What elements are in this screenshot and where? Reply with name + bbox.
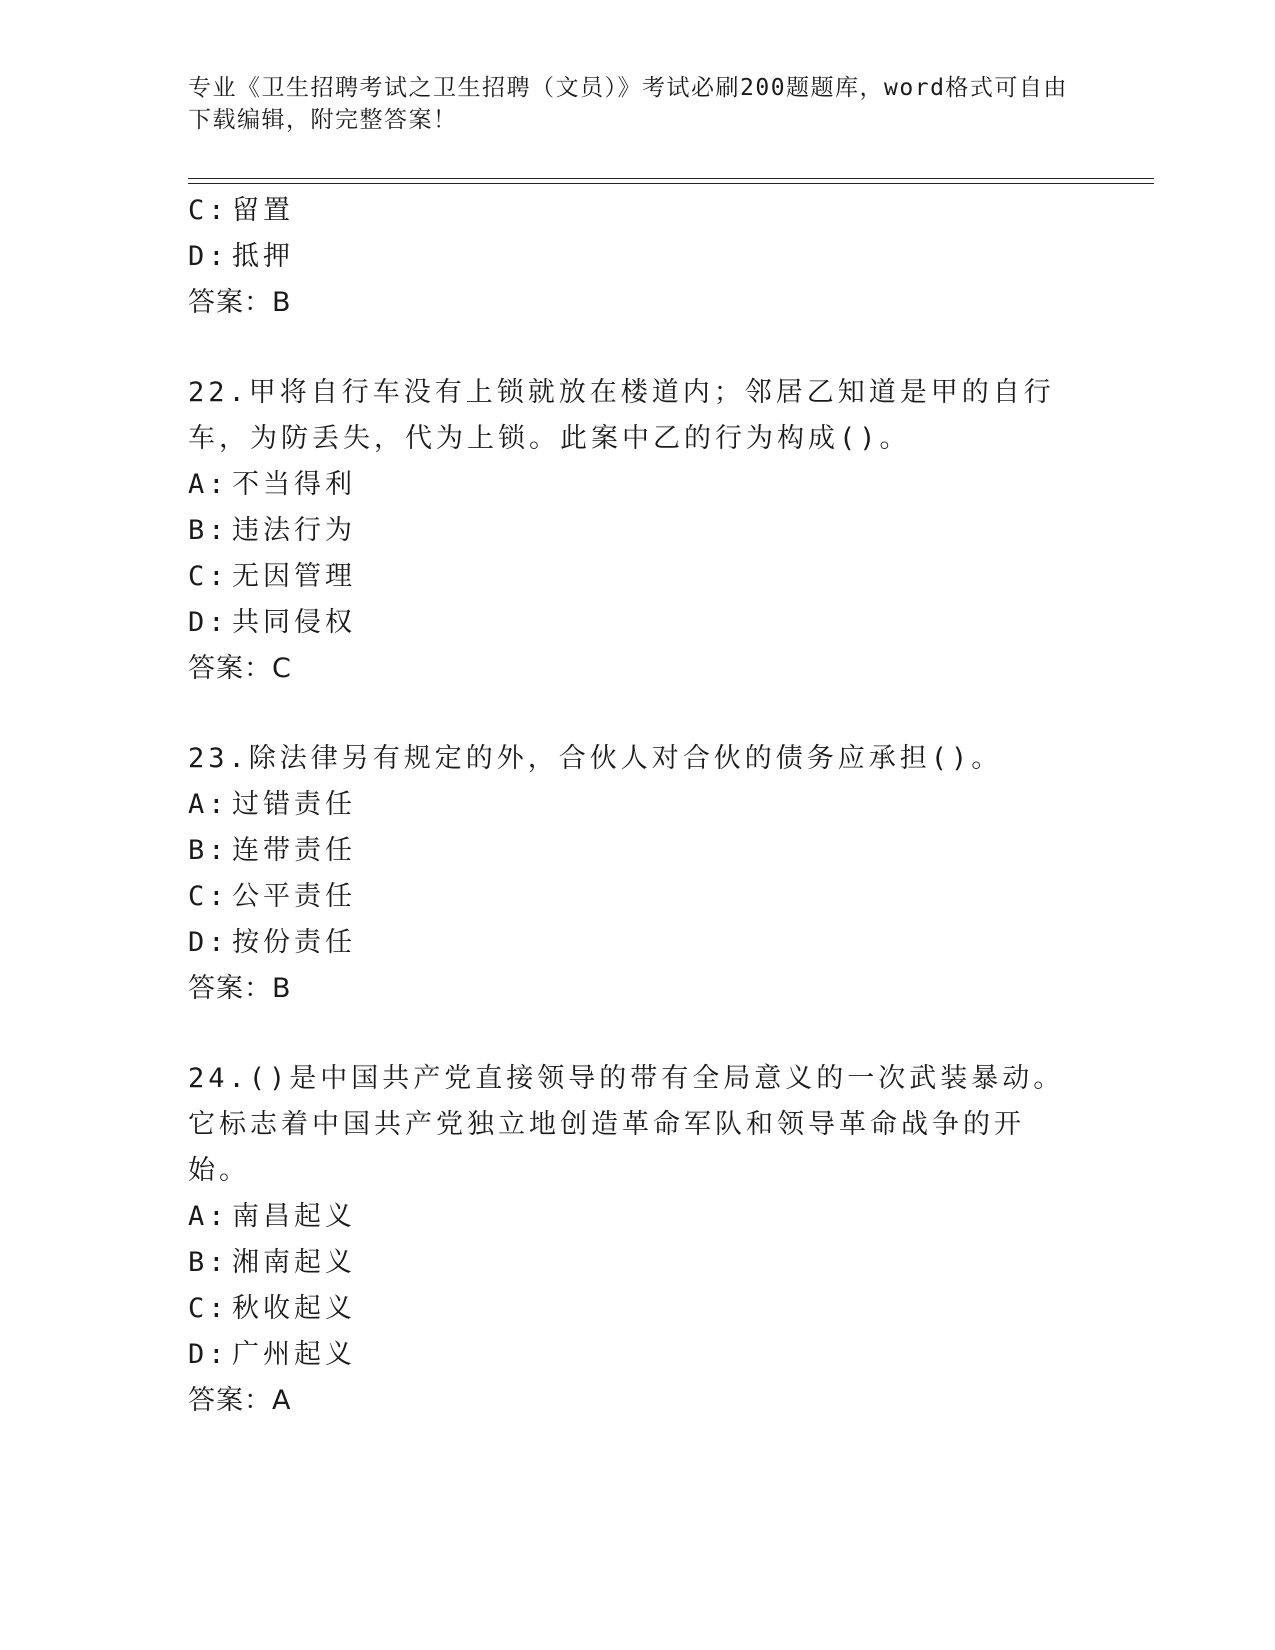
- option-text: 不当得利: [232, 469, 356, 500]
- option-d: [188, 920, 1088, 966]
- option-text: 抵押: [232, 241, 294, 272]
- option-key: B:: [188, 1247, 229, 1278]
- option-text: 湘南起义: [232, 1247, 356, 1278]
- question-stem: 22.甲将自行车没有上锁就放在楼道内；邻居乙知道是甲的自行车，为防丢失，代为上锁。此案中乙的行为构成()。: [188, 377, 1055, 454]
- question-22: [188, 370, 1088, 692]
- option-key: A:: [188, 1201, 229, 1232]
- question-stem: 23.除法律另有规定的外，合伙人对合伙的债务应承担()。: [188, 743, 1003, 774]
- option-a: [188, 1194, 1088, 1240]
- document-header: 专业《卫生招聘考试之卫生招聘（文员）》考试必刷200题题库，word格式可自由下载编辑，附完整答案！: [188, 75, 1068, 133]
- option-text: 广州起义: [232, 1339, 356, 1370]
- question-fragment: [188, 188, 1088, 326]
- option-key: B:: [188, 515, 229, 546]
- option-c: [188, 554, 1088, 600]
- option-b: [188, 508, 1088, 554]
- header-divider-bottom: [188, 183, 1154, 184]
- option-text: 过错责任: [232, 789, 356, 820]
- question-23: [188, 736, 1088, 1012]
- answer-line: 答案：B: [188, 287, 292, 318]
- option-b: [188, 1240, 1088, 1286]
- option-key: C:: [188, 1293, 229, 1324]
- option-d: [188, 600, 1088, 646]
- option-c: [188, 874, 1088, 920]
- option-text: 留置: [232, 195, 294, 226]
- option-c: [188, 188, 1088, 234]
- option-key: C:: [188, 561, 229, 592]
- option-a: [188, 462, 1088, 508]
- option-key: B:: [188, 835, 229, 866]
- option-text: 南昌起义: [232, 1201, 356, 1232]
- option-c: [188, 1286, 1088, 1332]
- question-stem: 24.()是中国共产党直接领导的带有全局意义的一次武装暴动。它标志着中国共产党独立地创造革命军队和领导革命战争的开始。: [188, 1063, 1065, 1186]
- option-text: 共同侵权: [232, 607, 356, 638]
- option-key: A:: [188, 789, 229, 820]
- option-text: 无因管理: [232, 561, 356, 592]
- option-d: [188, 234, 1088, 280]
- option-text: 按份责任: [232, 927, 356, 958]
- question-list: [188, 188, 1088, 1468]
- header-divider-top: [188, 178, 1154, 179]
- option-d: [188, 1332, 1088, 1378]
- answer-line: 答案：C: [188, 653, 292, 684]
- option-a: [188, 782, 1088, 828]
- answer-line: 答案：A: [188, 1385, 292, 1416]
- option-key: C:: [188, 195, 229, 226]
- option-b: [188, 828, 1088, 874]
- option-key: D:: [188, 1339, 229, 1370]
- option-key: D:: [188, 927, 229, 958]
- answer-line: 答案：B: [188, 973, 292, 1004]
- option-key: D:: [188, 241, 229, 272]
- question-24: [188, 1056, 1088, 1424]
- option-key: A:: [188, 469, 229, 500]
- option-text: 违法行为: [232, 515, 356, 546]
- option-key: D:: [188, 607, 229, 638]
- option-text: 连带责任: [232, 835, 356, 866]
- option-text: 公平责任: [232, 881, 356, 912]
- option-text: 秋收起义: [232, 1293, 356, 1324]
- option-key: C:: [188, 881, 229, 912]
